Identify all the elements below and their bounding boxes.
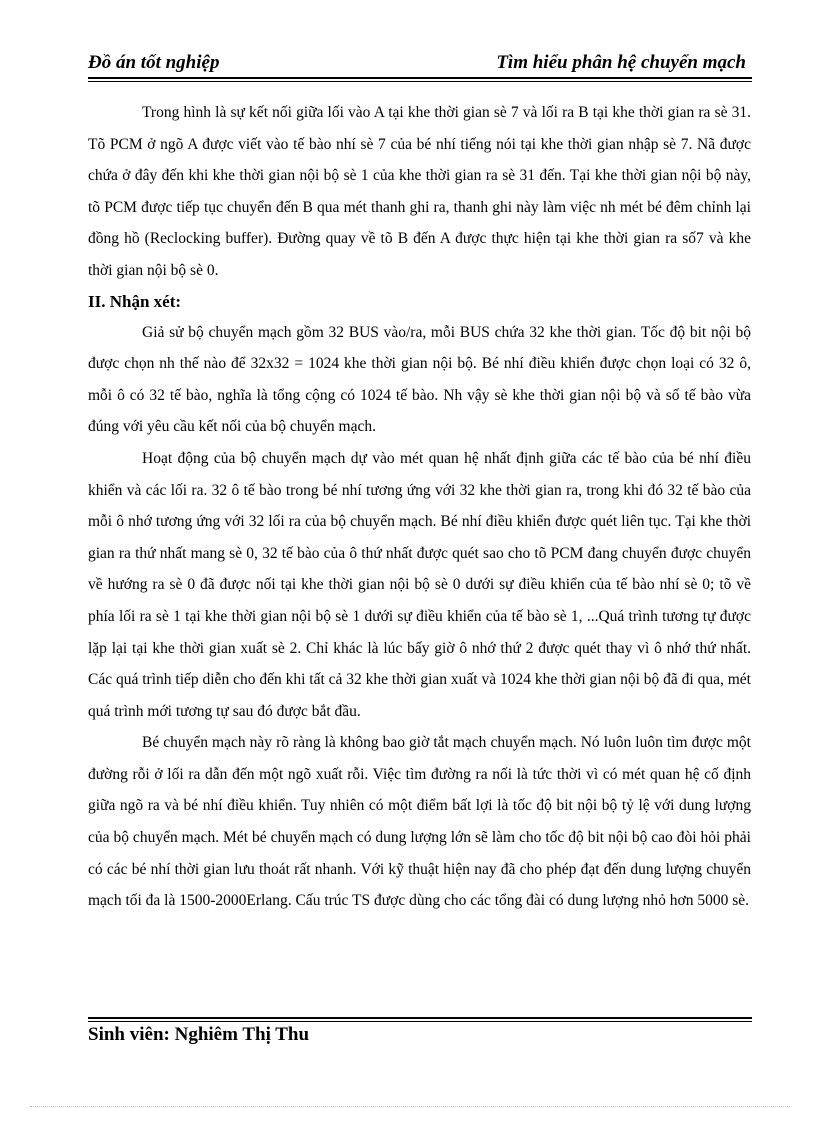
header-rule-thin [88,81,752,82]
header-chapter-title: Tìm hiểu phân hệ chuyển mạch [496,52,746,73]
footer-student-name: Nghiêm Thị Thu [174,1024,310,1045]
header-thesis-title: Đồ án tốt nghiệp [88,52,220,73]
paragraph-switch-operation: Hoạt động của bộ chuyển mạch dự vào mét quan hệ nhất định giữa các tế bào của bé nhí điều khiển và các lối ra. 32 ô tế bào trong bé nhí tương ứng với 32 khe thời gian ra, trong khi đó 32 tế bào của mỗi ô nhớ tương ứng với 32 lối ra của bộ chuyển mạch. Bé nhí điều khiển được quét liên tục. Tại khe thời gian ra thứ nhất mang sè 0, 32 tế bào của ô thứ nhất được quét sao cho tõ PCM đang chuyển được chuyển về hướng ra sè 0 đã được nối tại khe thời gian nội bộ sè 0 dưới sự điều khiển của tế bào nhí sè 0; tõ về phía lối ra sè 1 tại khe thời gian nội bộ sè 1 dưới sự điều khiển của tế bào sè 1, ...Quá trình tương tự được lặp lại tại khe thời gian xuất sè 2. Chỉ khác là lúc bấy giờ ô nhớ thứ 2 được quét thay vì ô nhớ thứ nhất. Các quá trình tiếp diễn cho đến khi tất cả 32 khe thời gian xuất và 1024 khe thời gian nội bộ đã đi qua, mét quá trình mới tương tự sau đó được bắt đầu. [88,449,751,720]
page-bottom-dotted-line [30,1106,790,1107]
header-rule-thick [88,77,752,79]
page-header [88,52,752,76]
footer-rule-thick [88,1017,752,1019]
document-body [88,97,751,917]
paragraph-connection-description: Trong hình là sự kết nối giữa lối vào A tại khe thời gian sè 7 và lối ra B tại khe thời gian ra sè 31. Tõ PCM ở ngõ A được viết vào tế bào nhí sè 7 của bé nhí tiếng nói tại khe thời gian nhập sè 7. Nã được chứa ở đây đến khi khe thời gian nội bộ sè 1 của khe thời gian ra sè 31 đến. Tại khe thời gian nội bộ này, tõ PCM được tiếp tục chuyển đến B qua mét thanh ghi ra, thanh ghi này làm việc nh mét bé đêm chỉnh lại đồng hồ (Reclocking buffer). Đường quay về tõ B đến A được thực hiện tại khe thời gian ra số7 và khe thời gian nội bộ sè 0. [88,104,751,279]
section-heading-remarks: II. Nhận xét: [88,291,182,311]
page-footer [88,1024,309,1046]
paragraph-switch-capacity: Giả sử bộ chuyển mạch gồm 32 BUS vào/ra, mỗi BUS chứa 32 khe thời gian. Tốc độ bit nội bộ được chọn nh thế nào để 32x32 = 1024 khe thời gian nội bộ. Bé nhí điều khiển được chọn loại có 32 ô, mỗi ô có 32 tế bào, nghĩa là tổng cộng có 1024 tế bào. Nh vậy sè khe thời gian nội bộ và số tế bào vừa đúng với yêu cầu kết nối của bộ chuyển mạch. [88,323,751,436]
paragraph-switch-conclusion: Bé chuyển mạch này rõ ràng là không bao giờ tắt mạch chuyển mạch. Nó luôn luôn tìm được một đường rỗi ở lối ra dẫn đến một ngõ xuất rỗi. Việc tìm đường ra nối là tức thời vì có mét quan hệ cố định giữa ngõ ra và bé nhí điều khiển. Tuy nhiên có một điểm bất lợi là tốc độ bit nội bộ tỷ lệ với dung lượng của bộ chuyển mạch. Mét bé chuyển mạch có dung lượng lớn sẽ làm cho tốc độ bit nội bộ cao đòi hỏi phải có các bé nhí thời gian lưu thoát rất nhanh. Với kỹ thuật hiện nay đã cho phép đạt đến dung lượng chuyển mạch tối đa là 1500-2000Erlang. Cấu trúc TS được dùng cho các tổng đài có dung lượng nhỏ hơn 5000 sè. [88,734,751,910]
footer-student-label: Sinh viên: [88,1024,170,1045]
footer-rule-thin [88,1021,752,1022]
